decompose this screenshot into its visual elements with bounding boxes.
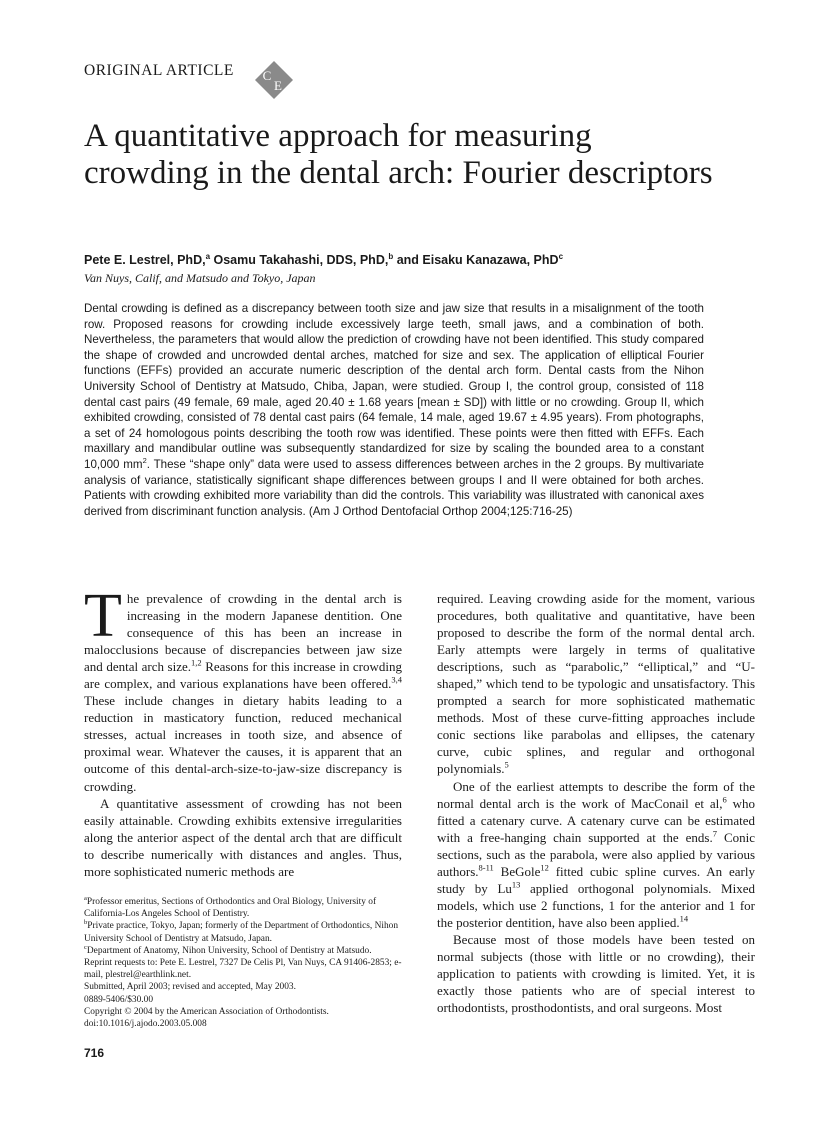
footnote-submitted: Submitted, April 2003; revised and accepted, May 2003.	[84, 982, 296, 993]
article-type-label: ORIGINAL ARTICLE	[84, 62, 234, 79]
author-location: Van Nuys, Calif, and Matsudo and Tokyo, Japan	[84, 271, 316, 285]
author-affiliation-mark: a	[205, 252, 211, 261]
paragraph-text: required. Leaving crowding aside for the moment, various procedures, both qualitative and quantitative, have been proposed to describe the form of the normal dental arch. Early attempts were largely in terms of qualitative descriptions, such as “parabolic,” “elliptical,” and “U-shaped,” which tend to be typologic and unsatisfactory. This prompted a search for more sophisticated mathematic methods. Most of these curve-fitting approaches include conic sections like parabolas and ellipses, the catenary curve, cubic splines, and regular and orthogonal polynomials.	[437, 591, 755, 777]
body-column-left	[84, 582, 402, 880]
abstract-text-continued: . These “shape only” data were used to assess differences between arches in the 2 groups. By multivariate analysis of variance, statistically significant shape differences between groups I and II were obtained for both arches. Patients with crowding exhibited more variability than did the controls. This variability was illustrated with canonical axes derived from discriminant function analysis. (Am J Orthod Dentofacial Orthop 2004;125:716-25)	[84, 457, 705, 518]
body-paragraph	[437, 590, 755, 778]
paragraph-text: One of the earliest attempts to describe the form of the normal dental arch is the work of MacConail et al,	[437, 778, 755, 811]
footnote-text: Professor emeritus, Sections of Orthodontics and Oral Biology, University of California-Los Angeles School of Dentistry.	[84, 897, 377, 920]
footnote-affiliation-b	[84, 920, 402, 944]
citation: 5	[504, 760, 509, 771]
author-lestrel: Pete E. Lestrel, PhD,	[84, 253, 206, 268]
footnote-copyright: Copyright © 2004 by the American Association of Orthodontists.	[84, 1006, 329, 1017]
body-column-right	[437, 590, 755, 1016]
ce-badge-letter-e: E	[274, 78, 282, 93]
citation: 7	[712, 828, 717, 839]
citation: 1,2	[191, 657, 202, 668]
author-kanazawa: and Eisaku Kanazawa, PhD	[393, 253, 559, 268]
author-affiliation-mark: c	[558, 252, 564, 261]
footnote-issn: 0889-5406/$30.00	[84, 994, 154, 1005]
footnote-mark: c	[84, 943, 87, 951]
footnote-affiliation-a	[84, 896, 402, 920]
paragraph-text: applied orthogonal polynomials. Mixed models, which use 2 functions, 1 for the anterior and 1 for the posterior dentition, have also been applied.	[437, 880, 755, 930]
abstract-text: Dental crowding is defined as a discrepancy between tooth size and jaw size that results in a misalignment of the tooth row. Proposed reasons for crowding include excessively large teeth, small jaws, and a combination of both. Nevertheless, the parameters that would allow the prediction of crowding have not been identified. This study compared the shape of crowded and uncrowded dental arches, matched for size and sex. The application of elliptical Fourier functions (EFFs) provided an accurate numeric description of the dental arch form. Dental casts from the Nihon University School of Dentistry at Matsudo, Chiba, Japan, were studied. Group I, the control group, consisted of 118 dental cast pairs (49 female, 69 male, aged 20.40 ± 1.68 years [mean ± SD]) with little or no crowding. Group II, which exhibited crowding, consisted of 78 dental cast pairs (64 female, 14 male, aged 19.67 ± 4.95 years). From photographs, a set of 24 homologous points describing the tooth row was identified. These points were then fitted with EFFs. Each maxillary and mandibular outline was subsequently standardized for size by scaling the bounded area to a constant 10,000 mm	[84, 302, 704, 471]
footnote-reprint: Reprint requests to: Pete E. Lestrel, 7327 De Celis Pl, Van Nuys, CA 91406-2853; e-mail, plestrel@earthlink.net.	[84, 958, 402, 981]
ce-badge-icon	[254, 60, 294, 100]
footnote-mark: a	[84, 894, 87, 902]
body-paragraph: Because most of those models have been tested on normal subjects (those with little or no crowding), their application to patients with crowding is limited. Yet, it is exactly those patients who are of special interest to orthodontists, prosthodontists, and oral surgeons. Most	[437, 931, 755, 1016]
footnote-affiliation-c	[84, 945, 402, 957]
abstract	[84, 301, 704, 519]
footnote-doi: doi:10.1016/j.ajodo.2003.05.008	[84, 1019, 207, 1030]
page-number: 716	[84, 1046, 105, 1060]
citation: 12	[540, 862, 549, 873]
citation: 6	[722, 794, 727, 805]
body-paragraph	[84, 582, 402, 795]
citation: 14	[679, 913, 689, 924]
citation: 3,4	[391, 674, 402, 685]
author-takahashi: Osamu Takahashi, DDS, PhD,	[210, 253, 389, 268]
paragraph-text: he prevalence of crowding in the dental arch is increasing in the modern Japanese dentition. One consequence of this has been an increase in malocclusions because of discrepancies between jaw size and dental arch size.	[84, 591, 402, 675]
footnote-text: Private practice, Tokyo, Japan; formerly of the Department of Orthodontics, Nihon University School of Dentistry at Matsudo, Japan.	[84, 921, 399, 944]
paragraph-text: who fitted a catenary curve. A catenary curve can be estimated with a free-hanging chain supported at the ends.	[437, 795, 755, 845]
footnotes	[84, 896, 402, 1030]
paragraph-text: Conic sections, such as the parabola, were also applied by various authors.	[437, 829, 755, 879]
author-list	[84, 252, 563, 267]
body-paragraph	[437, 778, 755, 931]
drop-cap: T	[84, 582, 122, 650]
abstract-superscript: 2	[142, 456, 147, 466]
footnote-mark: b	[84, 919, 88, 927]
body-paragraph: A quantitative assessment of crowding has not been easily attainable. Crowding exhibits extensive irregularities along the anterior aspect of the dental arch that are difficult to describe numerically with distances and angles. Thus, more sophisticated numeric methods are	[84, 795, 402, 879]
article-title: A quantitative approach for measuring crowding in the dental arch: Fourier descriptors	[84, 118, 713, 191]
citation: 8-11	[478, 862, 494, 873]
ce-badge-letter-c: C	[262, 68, 272, 83]
citation: 13	[511, 879, 521, 890]
paragraph-text: These include changes in dietary habits leading to a reduction in masticatory function, reduced mechanical stresses, actual increases in tooth size, and absence of proximal wear. Whatever the causes, it is apparent that an outcome of this dental-arch-size-to-jaw-size discrepancy is crowding.	[84, 693, 402, 794]
paragraph-text: fitted cubic spline curves. An early study by Lu	[437, 863, 755, 896]
footnote-text: Department of Anatomy, Nihon University, School of Dentistry at Matsudo.	[86, 945, 372, 956]
paragraph-text: Reasons for this increase in crowding are complex, and various explanations have been offered.	[84, 659, 402, 692]
paragraph-text: BeGole	[493, 863, 541, 879]
author-affiliation-mark: b	[388, 252, 394, 261]
